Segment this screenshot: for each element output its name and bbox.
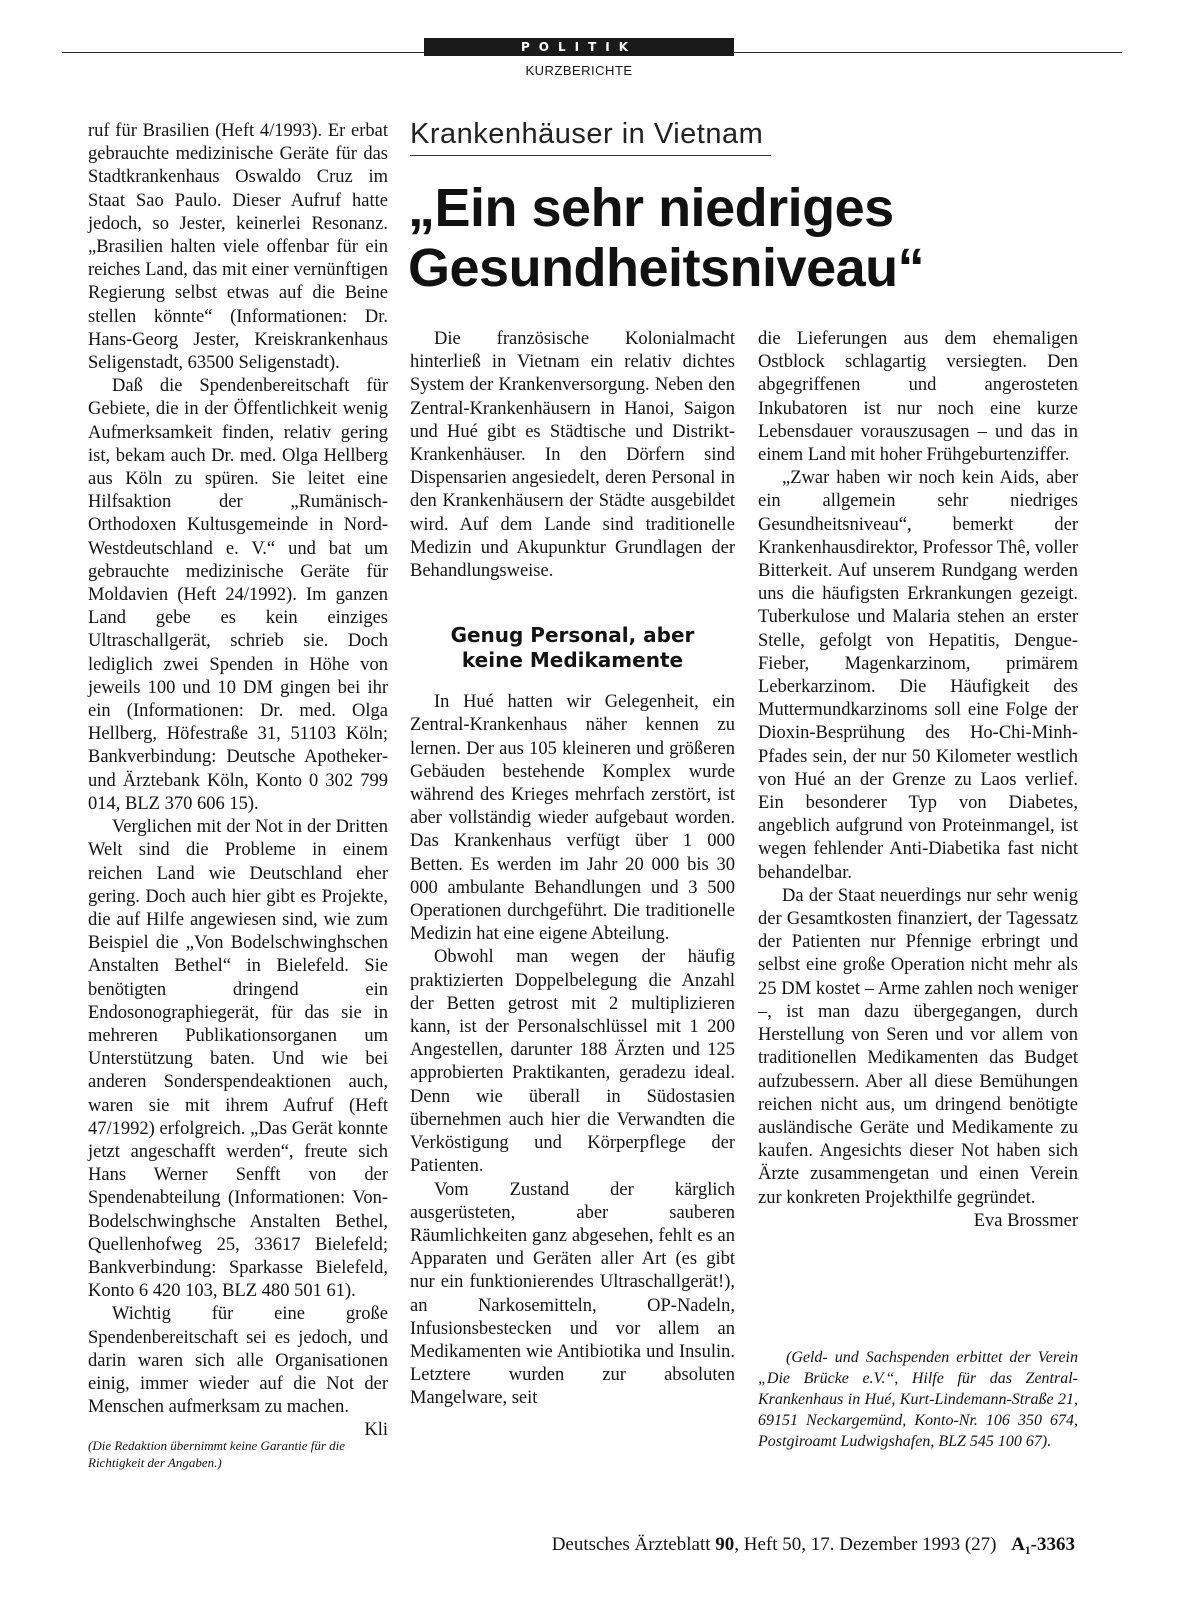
left-column: [88, 120, 388, 1443]
left-paragraph-2: Daß die Spendenbereitschaft für Gebiete, die in der Öffentlichkeit wenig Aufmerksamkeit finden, relativ gering ist, bekam auch Dr. med. Olga Hellberg aus Köln zu spüren. Sie leitet eine Hilfsaktion der „Rumänisch-Orthodoxen Kultusgemeinde in Nord-Westdeutschland e. V.“ und bat um gebrauchte medizinische Geräte für Moldavien (Heft 24/1992). Im ganzen Land gebe es kein einziges Ultraschallgerät, schrieb sie. Doch lediglich zwei Spenden in Höhe von jeweils 100 und 10 DM gingen bei ihr ein (Informationen: Dr. med. Olga Hellberg, Höfestraße 31, 51103 Köln; Bankverbindung: Deutsche Apotheker- und Ärztebank Köln, Konto 0 302 799 014, BLZ 370 606 15).: [88, 376, 388, 814]
headline-line-2: Gesundheitsniveau“: [408, 238, 925, 298]
left-paragraph-1: ruf für Brasilien (Heft 4/1993). Er erbat gebrauchte medizinische Geräte für das Stadtkrankenhaus Oswaldo Cruz im Staat Sao Paulo. Dieser Aufruf hatte jedoch, so Jester, keinerlei Resonanz. „Brasilien halten viele offenbar für ein reiches Land, das mit einer vernünftigen Regierung selbst etwas auf die Beine stellen könnte“ (Informationen: Dr. Hans-Georg Jester, Kreiskrankenhaus Seligenstadt, 63500 Seligenstadt).: [88, 121, 388, 374]
article-column-3: [758, 328, 1078, 1233]
editorial-disclaimer: (Die Redaktion übernimmt keine Garantie für die Richtigkeit der Angaben.): [88, 1438, 346, 1470]
article-subhead: [410, 623, 735, 673]
journal-name: Deutsches Ärzteblatt: [551, 1534, 711, 1555]
article-paragraph-4: die Lieferungen aus dem ehemaligen Ostblock schlagartig versiegten. Den abgegriffenen und angerosteten Inkubatoren ist nur noch eine kurze Lebensdauer vorauszusagen – und das in einem Land mit hoher Frühgeburtenziffer.: [758, 329, 1078, 466]
article-headline: [408, 178, 1088, 298]
page-footer: [552, 1534, 1075, 1556]
subsection-label: KURZBERICHTE: [525, 63, 633, 78]
left-paragraph-3: Verglichen mit der Not in der Dritten Welt sind die Probleme in einem reichen Land wie Deutschland eher gering. Doch auch hier gibt es Projekte, die auf Hilfe angewiesen sind, wie zum Beispiel die „Von Bodelschwinghschen Anstalten Bethel“ in Bielefeld. Sie benötigten dringend ein Endosonographiegerät, für das sie in mehreren Publikationsorganen um Unterstützung baten. Und wie bei anderen Sonderspendeaktionen auch, waren sie mit ihrem Aufruf (Heft 47/1992) erfolgreich. „Das Gerät konnte jetzt angeschafft werden“, freute sich Hans Werner Senfft von der Spendenabteilung (Informationen: Von-Bodelschwinghsche Anstalten Bethel, Quellenhofweg 25, 33617 Bielefeld; Bankverbindung: Sparkasse Bielefeld, Konto 6 420 103, BLZ 480 501 61).: [88, 817, 388, 1302]
donation-note: [758, 1347, 1078, 1452]
article-paragraph-6: [758, 885, 1078, 1231]
article-paragraph-1: In Hué hatten wir Gelegenheit, ein Zentral-Krankenhaus näher kennen zu lernen. Der aus 105 kleineren und größeren Gebäuden bestehende Komplex wurde während des Krieges mehrfach zerstört, ist aber vollständig wieder aufgebaut worden. Das Krankenhaus verfügt über 1 000 Betten. Es werden im Jahr 20 000 bis 30 000 ambulante Behandlungen und 3 500 Operationen durchgeführt. Die traditionelle Medizin hat eine eigene Abteilung.: [410, 692, 735, 945]
issue-info: , Heft 50, 17. Dezember 1993 (27): [734, 1534, 997, 1555]
article-paragraph-6-text: Da der Staat neuerdings nur sehr wenig der Gesamtkosten finanziert, der Tagessatz der Patienten nur Pfennige erbringt und selbst eine große Operation nicht mehr als 25 DM kostet – Arme zahlen noch weniger –, ist man dazu übergegangen, durch Herstellung von Seren und vor allem von traditionellen Medikamenten das Budget aufzubessern. Aber all diese Bemühungen reichen nicht aus, um dringend benötigte ausländische Geräte und Medikamente zu kaufen. Angesichts dieser Not haben sich Ärzte zusammengetan und einen Verein zur konkreten Projekthilfe gegründet.: [758, 885, 1078, 1208]
article-paragraph-3: Vom Zustand der kärglich ausgerüsteten, aber sauberen Räumlichkeiten ganz abgesehen, fehlt es an Apparaten und Geräten aller Art (es gibt nur ein funktionierendes Ultraschallgerät!), an Narkosemitteln, OP-Nadeln, Infusionsbestecken und vor allem an Medikamenten wie Antibiotika und Insulin. Letztere wurden zur absoluten Mangelware, seit: [410, 1179, 735, 1409]
left-paragraph-4-text: Wichtig für eine große Spendenbereitschaft sei es jedoch, und darin waren sich alle Organisationen einig, immer wieder auf die Not der Menschen aufmerksam zu machen.: [88, 1304, 388, 1418]
subhead-line-2: keine Medikamente: [461, 648, 684, 673]
left-signature: Kli: [364, 1420, 388, 1441]
donation-note-text: (Geld- und Sachspenden erbittet der Verein „Die Brücke e.V.“, Hilfe für das Zentral-Krankenhaus in Hué, Kurt-Lindemann-Straße 21, 69151 Neckargemünd, Konto-Nr. 106 350 674, Postgiroamt Ludwigshafen, BLZ 545 100 67).: [758, 1349, 1078, 1450]
article-author: Eva Brossmer: [973, 1210, 1078, 1231]
article-column-2: [410, 328, 735, 1411]
article-intro: Die französische Kolonialmacht hinterließ in Vietnam ein relativ dichtes System der Krankenversorgung. Neben den Zentral-Krankenhäusern in Hanoi, Saigon und Hué gibt es Städtische und Distrikt-Krankenhäuser. In den Dörfern sind Dispensarien angesiedelt, deren Personal in den Krankenhäusern der Städte ausgebildet wird. Auf dem Lande sind traditionelle Medizin und Akupunktur Grundlagen der Behandlungsweise.: [410, 329, 735, 582]
article-kicker: Krankenhäuser in Vietnam: [410, 118, 771, 156]
section-label: POLITIK: [424, 38, 734, 56]
headline-line-1: „Ein sehr niedriges: [408, 178, 894, 238]
journal-volume: 90: [715, 1534, 735, 1555]
subhead-line-1: Genug Personal, aber: [450, 623, 695, 648]
left-paragraph-4: [88, 1303, 388, 1441]
article-paragraph-5: „Zwar haben wir noch kein Aids, aber ein allgemein sehr niedriges Gesundheitsniveau“, bemerkt der Krankenhausdirektor, Professor Thê, voller Bitterkeit. Auf unserem Rundgang werden uns die häufigsten Erkrankungen gezeigt. Tuberkulose und Malaria stehen an erster Stelle, gefolgt von Hepatitis, Dengue-Fieber, Magenkarzinom, primärem Leberkarzinom. Die Häufigkeit des Muttermundkarzinoms soll eine Folge der Dioxin-Besprühung des Ho-Chi-Minh-Pfades sein, der nur 50 Kilometer westlich von Hué an der Grenze zu Laos verlief. Ein besonderer Typ von Diabetes, angeblich aufgrund von Proteinmangel, ist wegen fehlender Anti-Diabetika fast nicht behandelbar.: [758, 468, 1079, 883]
page-number: A₁-3363: [1011, 1534, 1075, 1555]
article-paragraph-2: Obwohl man wegen der häufig praktizierten Doppelbelegung die Anzahl der Betten getrost mit 2 multiplizieren kann, ist der Personalschlüssel mit 1 200 Angestellen, darunter 188 Ärzten und 125 approbierten Praktikanten, geradezu ideal. Denn wie überall in Südostasien übernehmen auch hier die Verwandten die Verköstigung und Körperpflege der Patienten.: [410, 947, 735, 1177]
